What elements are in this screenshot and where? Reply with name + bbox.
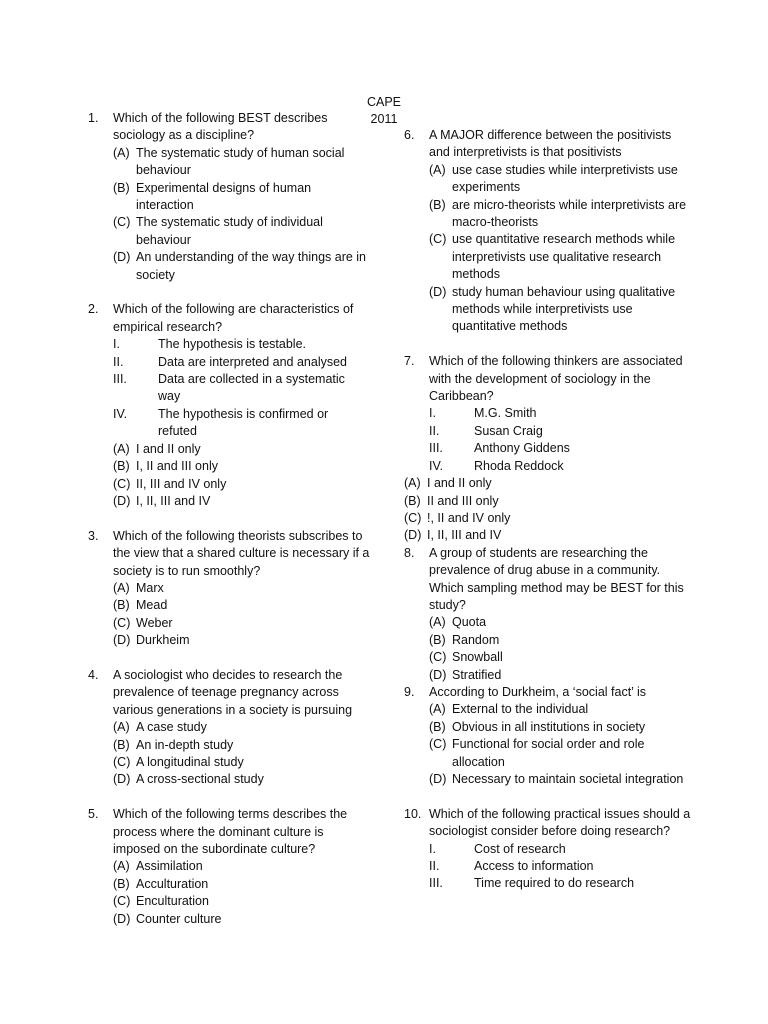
option-text: Weber [136,615,173,630]
question-text: Which of the following theorists subscribes to the view that a shared culture is necessary if a society is to run smoothly? [113,528,370,578]
option-a [113,858,370,875]
option-text: I and II only [427,476,492,491]
option-text: An in-depth study [136,737,234,752]
roman-numeral: III. [429,441,443,456]
option-c [113,615,370,632]
roman-text: Cost of research [474,841,566,856]
option-c [429,649,694,666]
option-text: Enculturation [136,894,209,909]
answer-options [429,701,694,788]
option-letter: (B) [113,598,130,613]
option-letter: (A) [113,859,130,874]
option-text: I, II, III and IV [427,528,502,543]
roman-list [113,336,370,440]
option-c [404,510,694,527]
option-b [429,197,694,232]
question-text: A sociologist who decides to research the prevalence of teenage pregnancy across various generations in a society is pursuing [113,667,353,717]
option-letter: (B) [404,493,421,508]
option-text: The systematic study of human social behaviour [136,145,345,178]
question-8 [404,545,694,684]
option-text: External to the individual [452,702,589,717]
option-text: Functional for social order and role allocation [452,737,645,769]
question-number: 1. [88,111,99,125]
answer-options [429,162,694,336]
option-d [113,493,370,510]
roman-item [113,336,370,353]
option-text: A cross-sectional study [136,772,264,787]
roman-text: The hypothesis is confirmed or refuted [158,406,329,439]
option-text: use quantitative research methods while interpretivists use qualitative research methods [452,232,676,282]
option-letter: (B) [429,632,446,647]
option-a [429,701,694,718]
roman-text: Susan Craig [474,423,543,438]
option-letter: (B) [113,459,130,474]
spacer [88,284,370,301]
option-letter: (C) [429,650,447,665]
option-letter: (C) [113,894,131,909]
option-letter: (C) [429,232,447,247]
spacer [88,510,370,527]
option-b [429,719,694,736]
option-text: Snowball [452,650,503,665]
question-number: 6. [404,128,415,142]
roman-numeral: IV. [429,458,444,473]
option-d [404,527,694,544]
option-d [113,632,370,649]
question-7 [404,353,694,544]
option-letter: (A) [113,441,130,456]
question-9 [404,684,694,788]
option-text: Assimilation [136,859,203,874]
spacer [88,789,370,806]
question-number: 8. [404,545,415,560]
question-2 [88,301,370,510]
answer-options [113,145,370,284]
roman-item [429,423,694,440]
option-text: are micro-theorists while interpretivists are macro-theorists [452,197,687,230]
option-text: Acculturation [136,876,209,891]
roman-text: M.G. Smith [474,406,537,421]
roman-numeral: I. [429,406,436,421]
roman-item [113,371,370,406]
option-d [429,667,694,684]
option-letter: (A) [113,145,130,160]
option-a [113,441,370,458]
option-c [113,214,370,249]
option-text: I and II only [136,441,201,456]
option-text: I, II and III only [136,459,218,474]
option-letter: (A) [429,615,446,630]
roman-item [429,440,694,457]
question-1 [88,110,370,284]
option-text: !, II and IV only [427,510,511,525]
question-number: 10. [404,806,422,821]
option-text: A longitudinal study [136,754,244,769]
option-text: Counter culture [136,911,222,926]
option-letter: (C) [429,737,447,752]
option-b [113,180,370,215]
question-text: A MAJOR difference between the positivists and interpretivists is that positivists [429,128,672,160]
option-letter: (A) [429,702,446,717]
answer-options [113,858,370,928]
roman-text: Data are collected in a systematic way [158,372,345,404]
option-letter: (A) [429,162,446,177]
option-b [113,737,370,754]
option-letter: (C) [113,215,131,230]
option-letter: (D) [113,772,131,787]
roman-numeral: III. [429,876,443,891]
option-text: Marx [136,580,164,595]
roman-text: Data are interpreted and analysed [158,354,348,369]
option-letter: (D) [113,493,131,508]
answer-options [113,719,370,789]
answer-options [113,441,370,511]
roman-text: The hypothesis is testable. [158,337,306,352]
question-6 [404,127,694,336]
roman-item [429,841,694,858]
option-a [404,475,694,492]
option-a [429,614,694,631]
option-letter: (B) [113,737,130,752]
roman-item [429,875,694,892]
question-text: Which of the following BEST describes sociology as a discipline? [113,111,328,143]
option-text: Mead [136,598,168,613]
option-a [113,145,370,180]
option-letter: (A) [404,476,421,491]
option-d [429,284,694,336]
answer-options [113,580,370,650]
option-letter: (D) [429,667,447,682]
option-letter: (D) [429,284,447,299]
option-text: II, III and IV only [136,476,227,491]
question-number: 4. [88,667,99,682]
question-text: A group of students are researching the prevalence of drug abuse in a community. Which sampling method may be BEST for this study? [429,545,684,612]
option-text: The systematic study of individual behaviour [136,215,323,247]
option-a [113,580,370,597]
option-text: An understanding of the way things are in society [136,250,367,282]
question-text: Which of the following are characteristics of empirical research? [113,302,354,334]
option-b [404,493,694,510]
question-3 [88,528,370,650]
option-text: Obvious in all institutions in society [452,719,646,734]
option-text: Random [452,632,500,647]
option-a [113,719,370,736]
answer-options [429,614,694,684]
option-b [429,632,694,649]
roman-item [429,458,694,475]
roman-numeral: III. [113,372,127,387]
roman-numeral: I. [429,841,436,856]
option-text: II and III only [427,493,499,508]
option-letter: (C) [113,754,131,769]
option-text: Durkheim [136,633,190,648]
spacer [404,336,694,353]
spacer [88,650,370,667]
option-b [113,876,370,893]
option-letter: (D) [113,250,131,265]
question-number: 7. [404,354,415,369]
option-d [429,771,694,788]
option-c [429,736,694,771]
option-letter: (C) [404,510,422,525]
option-letter: (D) [113,911,131,926]
roman-numeral: II. [429,423,440,438]
roman-item [113,406,370,441]
option-letter: (B) [113,180,130,195]
roman-text: Time required to do research [474,876,635,891]
option-b [113,458,370,475]
option-text: A case study [136,720,207,735]
question-10 [404,806,694,893]
roman-list [429,405,694,475]
right-column [404,127,694,893]
option-letter: (B) [429,719,446,734]
option-c [113,476,370,493]
question-text: Which of the following terms describes the process where the dominant culture is imposed on the subordinate culture? [113,807,348,856]
question-4 [88,667,370,789]
question-number: 2. [88,302,99,317]
option-letter: (A) [113,580,130,595]
question-number: 5. [88,807,99,822]
page-title: CAPE 2011 [366,95,402,127]
option-d [113,249,370,284]
roman-item [113,354,370,371]
option-d [113,771,370,788]
option-letter: (B) [429,197,446,212]
left-column [88,110,370,928]
question-number: 3. [88,528,99,543]
option-b [113,597,370,614]
option-c [113,754,370,771]
roman-numeral: IV. [113,406,128,421]
option-c [429,231,694,283]
option-letter: (C) [113,615,131,630]
question-number: 9. [404,684,415,699]
roman-numeral: II. [113,354,124,369]
roman-item [429,858,694,875]
option-text: Experimental designs of human interaction [136,180,312,213]
option-text: study human behaviour using qualitative methods while interpretivists use quantitative methods [452,284,676,334]
option-text: use case studies while interpretivists use experiments [452,162,678,195]
roman-list [429,841,694,893]
option-a [429,162,694,197]
question-text: Which of the following practical issues should a sociologist consider before doing research? [429,806,691,839]
spacer [404,788,694,805]
option-letter: (D) [404,528,422,543]
option-d [113,911,370,928]
answer-options [404,475,694,545]
option-text: Stratified [452,667,502,682]
option-text: Quota [452,615,487,630]
option-letter: (C) [113,476,131,491]
option-text: I, II, III and IV [136,493,211,508]
option-letter: (D) [113,633,131,648]
option-letter: (A) [113,720,130,735]
roman-text: Rhoda Reddock [474,458,564,473]
option-c [113,893,370,910]
roman-text: Access to information [474,859,594,874]
roman-text: Anthony Giddens [474,441,570,456]
question-text: Which of the following thinkers are associated with the development of sociology in the Caribbean? [429,354,683,404]
option-text: Necessary to maintain societal integration [452,772,684,787]
roman-numeral: II. [429,859,440,874]
option-letter: (D) [429,772,447,787]
question-text: According to Durkheim, a ‘social fact’ is [429,684,646,699]
roman-item [429,405,694,422]
option-letter: (B) [113,876,130,891]
roman-numeral: I. [113,337,120,352]
question-5 [88,806,370,928]
